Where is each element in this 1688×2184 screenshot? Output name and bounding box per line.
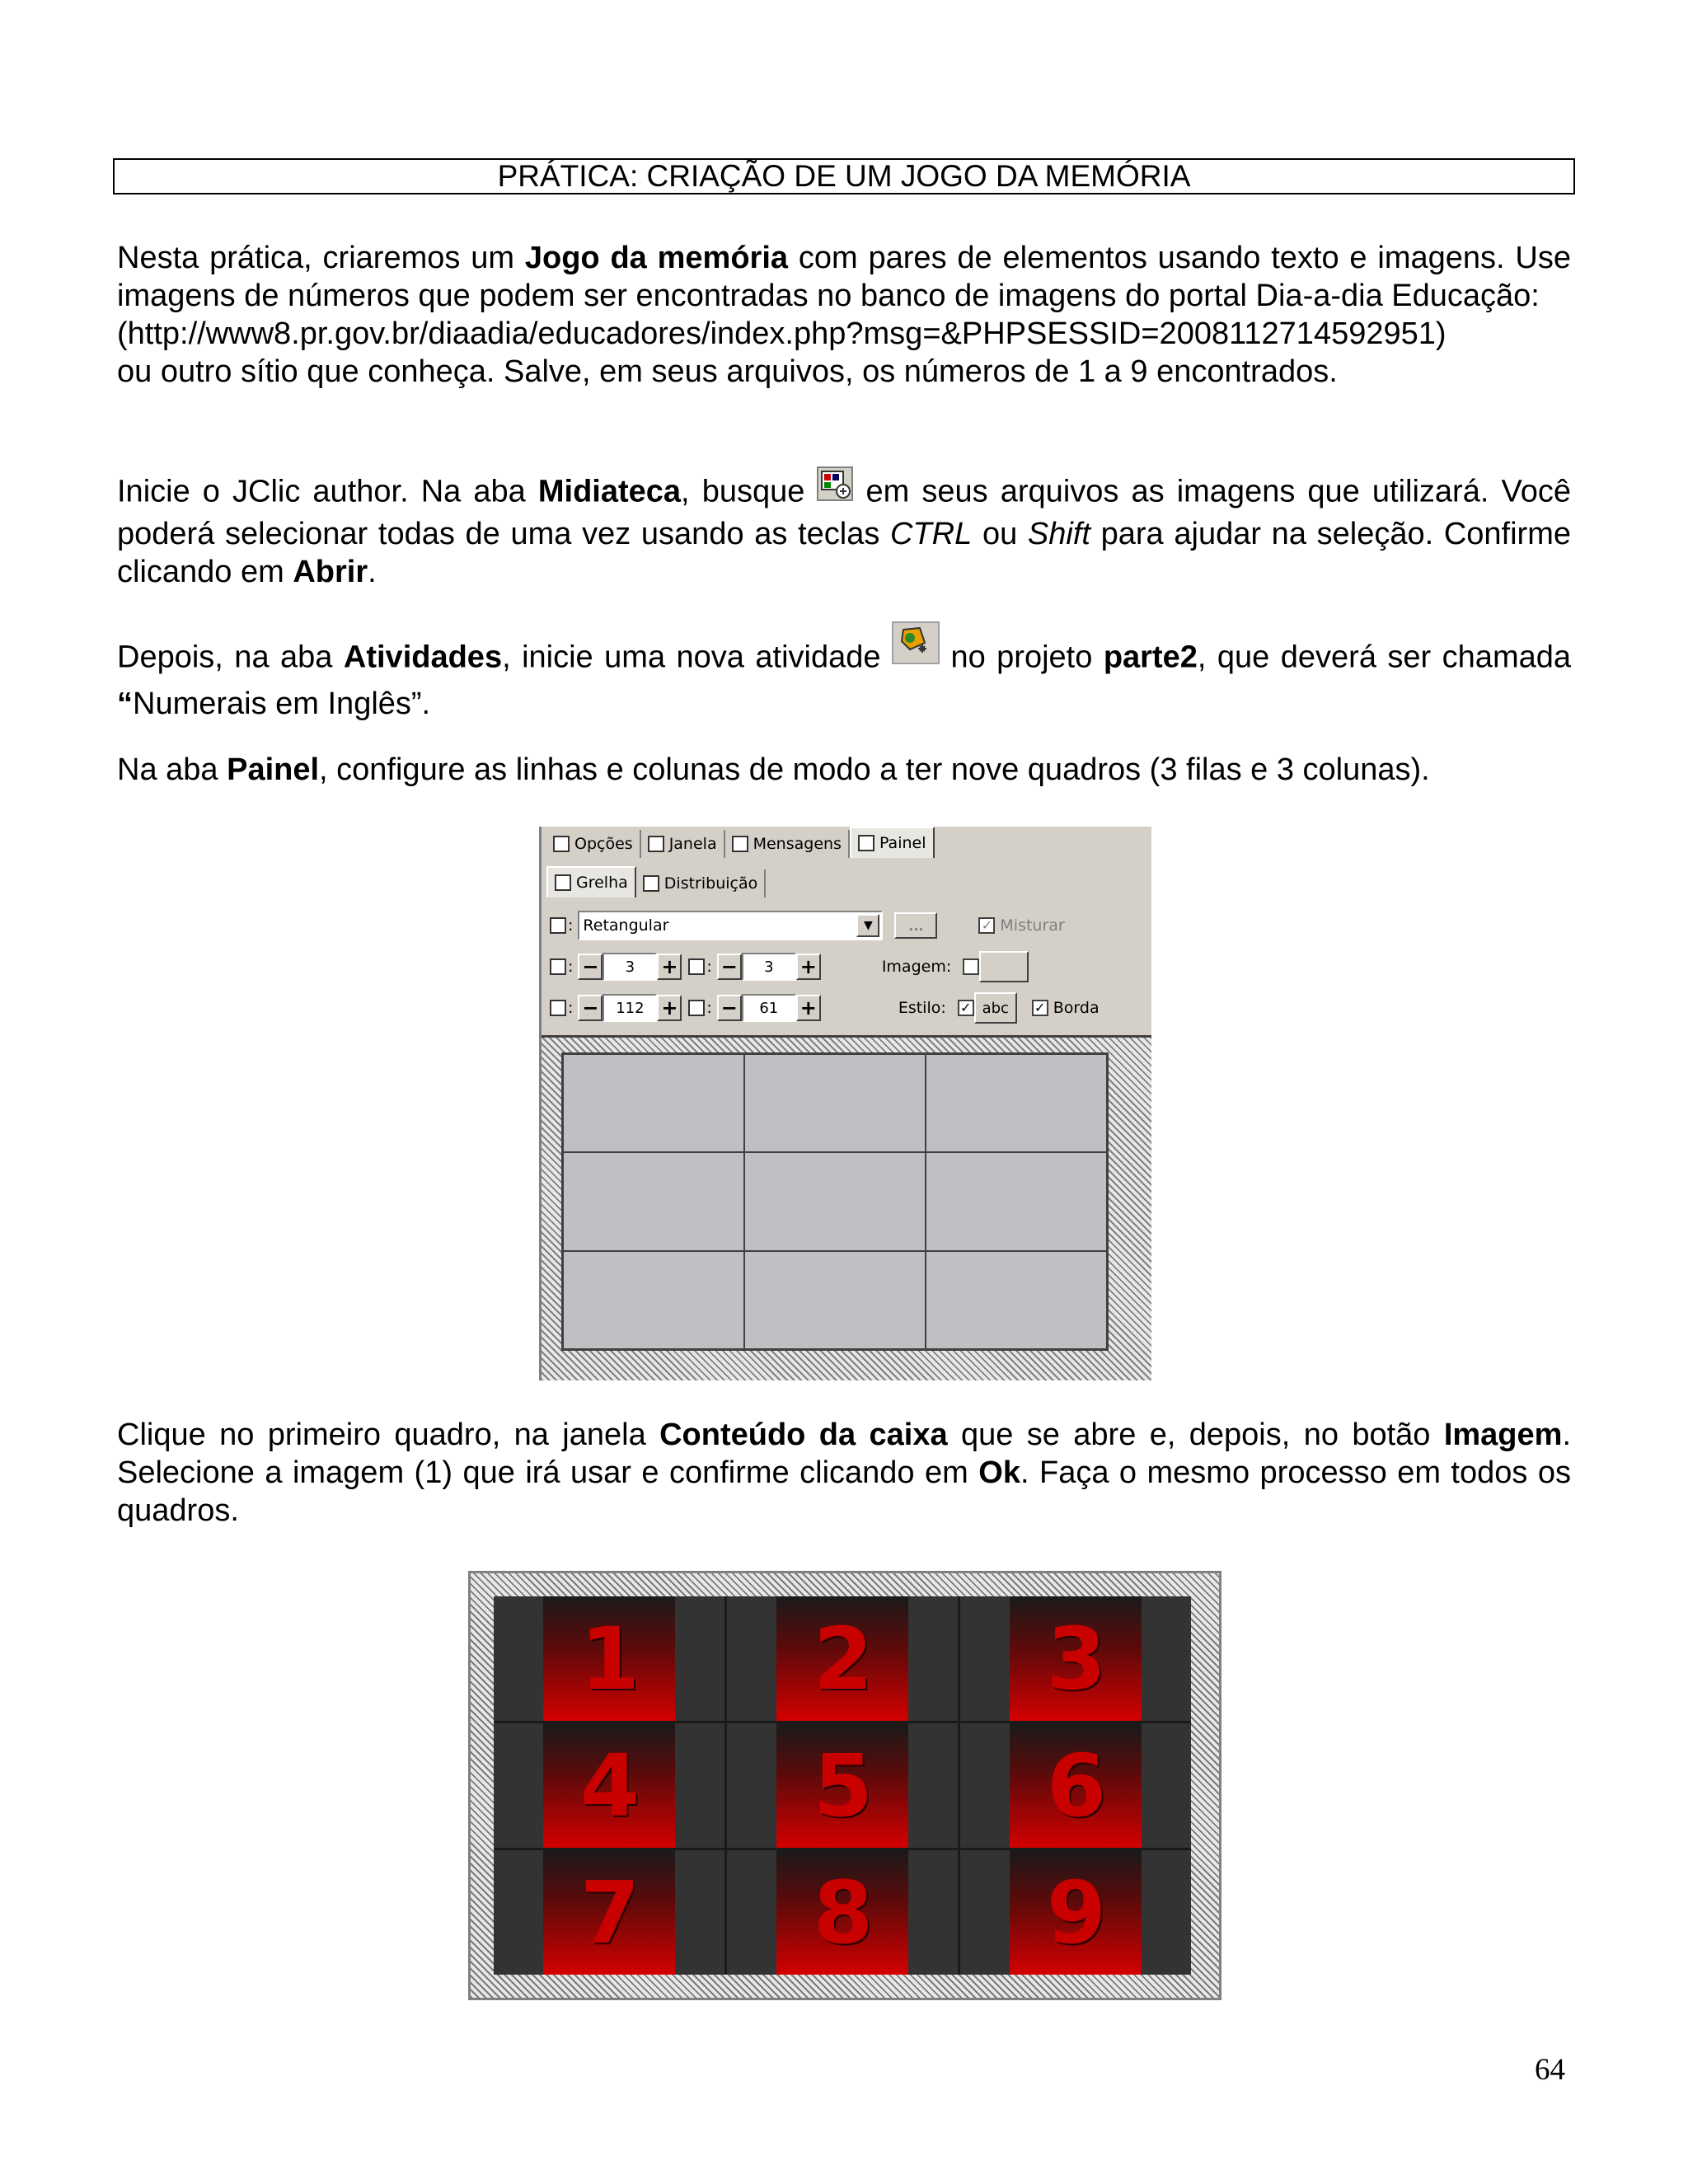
height-increment-button[interactable]: + — [796, 995, 821, 1021]
number-image: 6 — [1046, 1735, 1105, 1836]
tab-label: Grelha — [576, 874, 628, 892]
rows-decrement-button[interactable]: − — [578, 954, 603, 980]
number-cell[interactable] — [494, 1850, 724, 1975]
grid-cell[interactable] — [926, 1152, 1107, 1250]
style-label: Estilo: — [898, 999, 946, 1017]
text: Inicie o JClic author. Na aba — [117, 474, 538, 509]
paragraph-atividades — [117, 633, 1571, 723]
panel-icon — [858, 835, 874, 851]
rows-cols-row — [550, 950, 1029, 983]
number-image: 4 — [579, 1735, 639, 1836]
tab-label: Janela — [668, 835, 717, 853]
number-cell[interactable] — [960, 1596, 1191, 1721]
tab-grelha[interactable] — [546, 866, 636, 898]
text: para ajudar na seleção. Confirme clicando em — [117, 517, 1572, 589]
number-image: 8 — [813, 1862, 872, 1963]
text: Nesta prática, criaremos um — [117, 241, 525, 275]
main-tab-row — [546, 828, 935, 858]
bold-text: “ — [117, 687, 133, 721]
section-title: PRÁTICA: CRIAÇÃO DE UM JOGO DA MEMÓRIA — [113, 158, 1575, 194]
cols-decrement-button[interactable]: − — [717, 954, 742, 980]
grid-cell[interactable] — [744, 1152, 926, 1250]
text: , configure as linhas e colunas de modo a ter nove quadros (3 filas e 3 colunas). — [319, 752, 1430, 787]
text: . Faça o mesmo processo em todos os quadros. — [117, 1455, 1571, 1528]
text: , busque — [681, 474, 818, 509]
media-library-icon — [817, 466, 853, 510]
numbers-grid — [494, 1596, 1191, 1975]
number-cell[interactable] — [494, 1596, 724, 1721]
shape-select[interactable] — [578, 911, 883, 940]
mix-label: Misturar — [1000, 916, 1065, 935]
text: no projeto — [939, 640, 1104, 675]
dropdown-arrow-icon[interactable]: ▼ — [856, 914, 879, 937]
width-decrement-button[interactable]: − — [578, 995, 603, 1021]
rows-increment-button[interactable]: + — [657, 954, 682, 980]
number-cell[interactable] — [727, 1596, 958, 1721]
grid-preview[interactable] — [561, 1052, 1109, 1351]
grid-cell[interactable] — [744, 1054, 926, 1152]
new-activity-icon — [892, 621, 940, 673]
text: Clique no primeiro quadro, na janela — [117, 1418, 660, 1452]
number-image: 5 — [813, 1735, 872, 1836]
jclic-panel-screenshot — [539, 827, 1151, 1380]
paragraph-painel — [117, 751, 1571, 789]
shape-icon — [550, 917, 566, 934]
colon: : — [568, 916, 574, 935]
grid-icon — [555, 874, 571, 891]
text: Na aba — [117, 752, 227, 787]
rows-input[interactable]: 3 — [603, 953, 657, 981]
numbers-board-screenshot — [468, 1571, 1221, 2000]
shape-row — [550, 909, 1065, 942]
tab-label: Painel — [879, 834, 926, 852]
bold-text: Conteúdo da caixa — [659, 1418, 948, 1452]
height-decrement-button[interactable]: − — [717, 995, 742, 1021]
messages-icon — [732, 836, 748, 852]
height-icon — [688, 1000, 705, 1016]
image-checkbox[interactable] — [963, 958, 979, 975]
size-row — [550, 991, 1100, 1024]
columns-icon — [688, 958, 705, 975]
text: , que deverá ser chamada — [1197, 640, 1571, 675]
grid-cell[interactable] — [926, 1054, 1107, 1152]
tab-painel[interactable] — [850, 827, 935, 858]
colon: : — [568, 999, 574, 1017]
text: ou outro sítio que conheça. Salve, em seus arquivos, os números de 1 a 9 encontrados. — [117, 354, 1338, 389]
tab-label: Distribuição — [663, 874, 758, 893]
text: em seus arquivos as imagens que utilizará. Você poderá selecionar todas de uma vez usando as teclas — [117, 474, 1572, 551]
width-input[interactable]: 112 — [603, 994, 657, 1022]
width-increment-button[interactable]: + — [657, 995, 682, 1021]
grid-cell[interactable] — [744, 1251, 926, 1349]
options-icon — [553, 836, 570, 852]
text: . — [368, 555, 377, 589]
bold-text: parte2 — [1103, 640, 1198, 675]
portal-url: (http://www8.pr.gov.br/diaadia/educadores/index.php?msg=&PHPSESSID=2008112714592951) — [117, 316, 1447, 351]
text: Depois, na aba — [117, 640, 344, 675]
number-cell[interactable] — [494, 1723, 724, 1848]
number-cell[interactable] — [960, 1723, 1191, 1848]
text: ou — [972, 517, 1028, 551]
tab-mensagens[interactable] — [725, 830, 850, 858]
number-image: 2 — [813, 1608, 872, 1709]
border-label: Borda — [1053, 999, 1100, 1017]
cols-increment-button[interactable]: + — [796, 954, 821, 980]
number-cell[interactable] — [960, 1850, 1191, 1975]
grid-preview-area — [542, 1035, 1151, 1380]
bold-text: Midiateca — [537, 474, 682, 509]
shape-options-button[interactable]: ... — [894, 912, 937, 939]
grid-cell[interactable] — [563, 1152, 744, 1250]
colon: : — [568, 958, 574, 976]
number-image: 9 — [1046, 1862, 1105, 1963]
image-button[interactable] — [979, 951, 1029, 982]
tab-label: Mensagens — [753, 835, 842, 853]
bold-text: Abrir — [293, 555, 368, 589]
tab-distribuicao[interactable] — [636, 869, 766, 898]
text: com pares de elementos usando texto e imagens. Use imagens de números que podem ser encontradas no banco de imagens do portal Dia-a-dia Educação: — [117, 241, 1571, 313]
paragraph-intro — [117, 239, 1571, 391]
tab-label: Opções — [574, 835, 633, 853]
page-number: 64 — [1535, 2053, 1565, 2087]
cols-input[interactable]: 3 — [742, 953, 796, 981]
number-cell[interactable] — [727, 1723, 958, 1848]
tab-janela[interactable] — [641, 830, 725, 858]
style-button[interactable]: abc — [974, 992, 1017, 1024]
italic-text: CTRL — [890, 517, 973, 551]
rows-icon — [550, 958, 566, 975]
shape-value: Retangular — [583, 916, 669, 935]
number-image: 1 — [579, 1608, 639, 1709]
number-cell[interactable] — [727, 1850, 958, 1975]
height-input[interactable]: 61 — [742, 994, 796, 1022]
text: . Selecione a imagem (1) que irá usar e confirme clicando em — [117, 1418, 1571, 1490]
grid-cell[interactable] — [563, 1251, 744, 1349]
image-label: Imagem: — [881, 958, 952, 976]
paragraph-midiateca — [117, 471, 1571, 591]
colon: : — [706, 958, 712, 976]
number-image: 3 — [1046, 1608, 1105, 1709]
bold-text: Painel — [227, 752, 320, 787]
bold-text: Ok — [978, 1455, 1020, 1490]
text: Numerais em Inglês”. — [133, 687, 431, 721]
distribution-icon — [643, 875, 659, 892]
colon: : — [706, 999, 712, 1017]
text: que se abre e, depois, no botão — [947, 1418, 1444, 1452]
paragraph-conteudo — [117, 1416, 1571, 1530]
number-image: 7 — [579, 1862, 639, 1963]
grid-cell[interactable] — [926, 1251, 1107, 1349]
bold-text: Jogo da memória — [524, 241, 789, 275]
grid-cell[interactable] — [563, 1054, 744, 1152]
italic-text: Shift — [1027, 517, 1090, 551]
style-checkbox[interactable]: ✓ — [958, 1000, 974, 1016]
mix-checkbox[interactable]: ✓ — [978, 917, 995, 934]
tab-opcoes[interactable] — [546, 830, 641, 858]
bold-text: Atividades — [343, 640, 503, 675]
sub-tab-row — [546, 868, 766, 898]
width-icon — [550, 1000, 566, 1016]
bold-text: Imagem — [1443, 1418, 1563, 1452]
window-icon — [648, 836, 664, 852]
border-checkbox[interactable]: ✓ — [1032, 1000, 1048, 1016]
text: , inicie uma nova atividade — [502, 640, 892, 675]
